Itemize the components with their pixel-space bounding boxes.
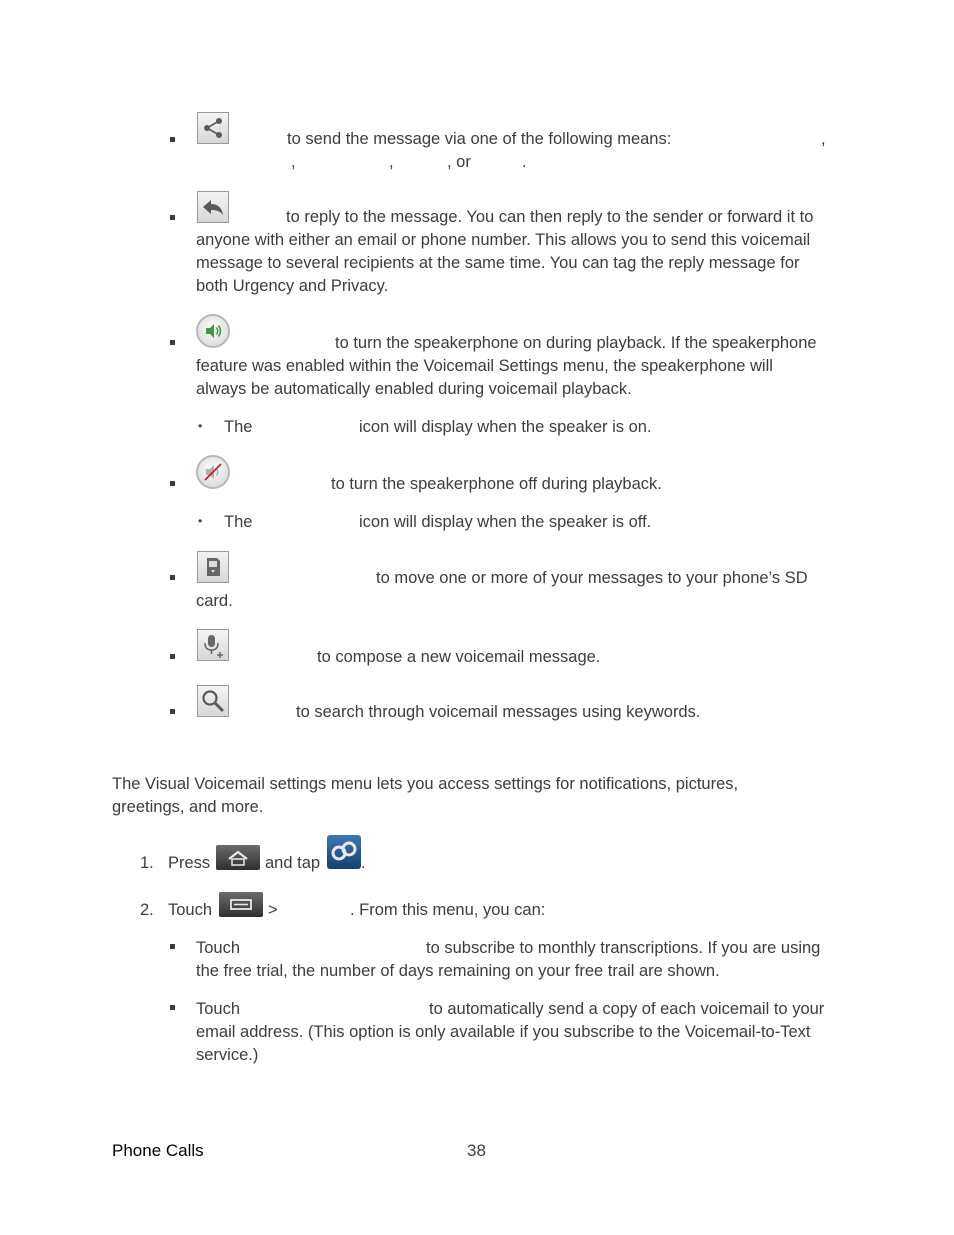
bullet-marker	[170, 944, 175, 949]
speaker-off-note: icon will display when the speaker is off.	[359, 513, 652, 531]
speaker-on-description: always be automatically enabled during voicemail playback.	[196, 380, 632, 398]
sub-bullet-marker: •	[198, 514, 203, 528]
speaker-on-note: icon will display when the speaker is on.	[359, 418, 652, 436]
search-icon	[197, 685, 229, 717]
share-or: , or	[447, 153, 471, 171]
compose-voicemail-icon	[197, 629, 229, 661]
sub-item-description: to subscribe to monthly transcriptions. If you are using	[426, 939, 821, 957]
speaker-off-icon	[196, 455, 230, 489]
share-separator: ,	[291, 153, 296, 171]
bullet-marker	[170, 215, 175, 220]
step-separator: >	[268, 901, 278, 919]
footer-page-number: 38	[467, 1141, 486, 1160]
bullet-marker	[170, 654, 175, 659]
sd-card-description: card.	[196, 592, 233, 610]
sub-item-touch: Touch	[196, 1000, 241, 1018]
sub-bullet-marker: •	[198, 419, 203, 433]
footer-section-title: Phone Calls	[112, 1141, 204, 1160]
bullet-marker	[170, 137, 175, 142]
step-period: .	[361, 854, 366, 872]
sub-item-description: service.)	[196, 1046, 259, 1064]
bullet-marker	[170, 481, 175, 486]
share-separator: ,	[389, 153, 394, 171]
sd-card-icon	[197, 551, 229, 583]
menu-key-icon	[219, 892, 263, 917]
sub-item-touch: Touch	[196, 939, 241, 957]
step-touch: Touch	[168, 901, 213, 919]
sub-bullet-the: The	[224, 418, 253, 436]
speaker-on-description: to turn the speakerphone on during playback. If the speakerphone	[335, 334, 817, 352]
reply-description: to reply to the message. You can then reply to the sender or forward it to	[286, 208, 814, 226]
share-icon	[197, 112, 229, 144]
speaker-on-icon	[196, 314, 230, 348]
reply-description: both Urgency and Privacy.	[196, 277, 389, 295]
reply-description: message to several recipients at the same time. You can tag the reply message for	[196, 254, 800, 272]
step-number: 1.	[140, 854, 154, 872]
intro-paragraph: greetings, and more.	[112, 798, 264, 816]
compose-description: to compose a new voicemail message.	[317, 648, 601, 666]
sub-item-description: email address. (This option is only available if you subscribe to the Voicemail-to-Text	[196, 1023, 811, 1041]
sd-card-description: to move one or more of your messages to your phone’s SD	[376, 569, 808, 587]
home-key-icon	[216, 845, 260, 870]
bullet-marker	[170, 575, 175, 580]
step-and-tap: and tap	[265, 854, 321, 872]
bullet-marker	[170, 709, 175, 714]
search-description: to search through voicemail messages using keywords.	[296, 703, 701, 721]
share-period: .	[522, 153, 527, 171]
speaker-off-description: to turn the speakerphone off during playback.	[331, 475, 662, 493]
step-press: Press	[168, 854, 211, 872]
step-menu-text: . From this menu, you can:	[350, 901, 546, 919]
bullet-marker	[170, 340, 175, 345]
sub-item-description: the free trial, the number of days remaining on your free trail are shown.	[196, 962, 720, 980]
reply-description: anyone with either an email or phone number. This allows you to send this voicemail	[196, 231, 811, 249]
bullet-marker	[170, 1005, 175, 1010]
voicemail-app-icon	[327, 835, 361, 869]
sub-item-description: to automatically send a copy of each voicemail to your	[429, 1000, 825, 1018]
share-description: to send the message via one of the following means:	[287, 130, 672, 148]
share-separator: ,	[821, 130, 826, 148]
intro-paragraph: The Visual Voicemail settings menu lets you access settings for notifications, pictures,	[112, 775, 739, 793]
step-number: 2.	[140, 901, 154, 919]
sub-bullet-the: The	[224, 513, 253, 531]
speaker-on-description: feature was enabled within the Voicemail Settings menu, the speakerphone will	[196, 357, 773, 375]
reply-icon	[197, 191, 229, 223]
